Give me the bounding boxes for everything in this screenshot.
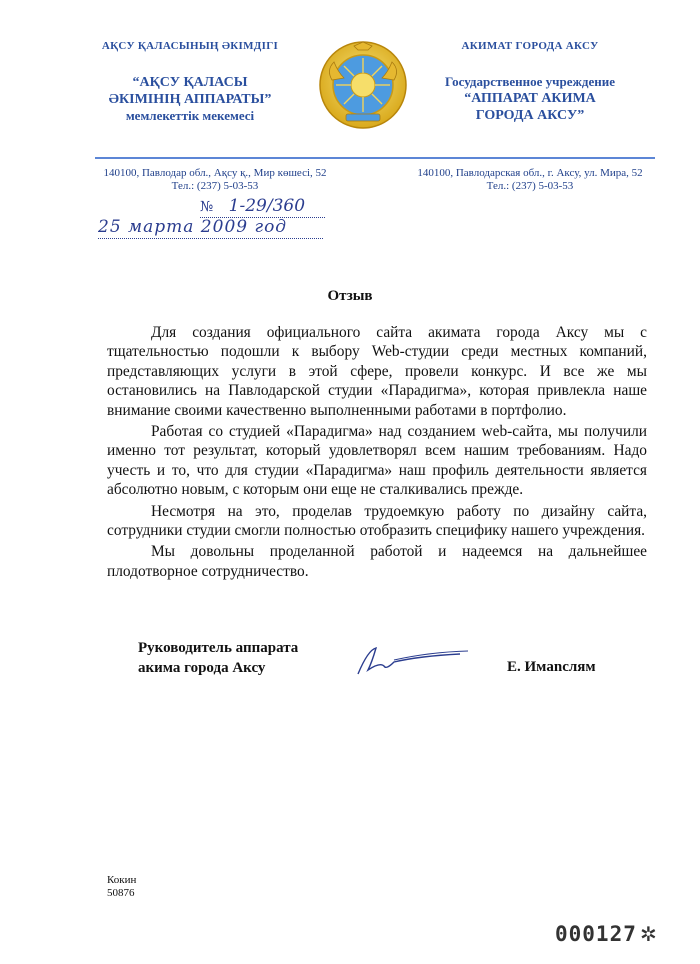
letter-body <box>107 323 647 583</box>
header-right-address <box>400 167 660 193</box>
registration-date: 25 марта 2009 год <box>98 217 288 237</box>
header-left-phone: Тел.: (237) 5-03-53 <box>171 180 259 192</box>
header-left-address <box>80 167 350 193</box>
executor-name: Кокин <box>107 874 137 886</box>
document-serial-number: 000127 <box>555 922 637 946</box>
signatory-position-line2: акима города Аксу <box>138 660 266 676</box>
paragraph-4: Мы довольны проделанной работой и надеемся на дальнейшее плодотворное сотрудничество. <box>107 543 647 580</box>
header-right-phone: Тел.: (237) 5-03-53 <box>486 180 574 192</box>
header-left-line1: АҚСУ ҚАЛАСЫНЫҢ ӘКІМДІГІ <box>101 40 279 52</box>
executor-phone: 50876 <box>107 887 135 899</box>
header-left-line2: “АҚСУ ҚАЛАСЫ <box>132 75 248 90</box>
signatory-position-line1: Руководитель аппарата <box>138 640 299 656</box>
paragraph-3: Несмотря на это, проделав трудоемкую работу по дизайну сайта, сотрудники студии смогли полностью отобразить специфику нашего учреждения. <box>107 502 647 540</box>
header-divider <box>95 157 655 159</box>
registration-number-prefix: № <box>200 199 214 215</box>
executor-info <box>107 874 136 900</box>
kazakhstan-state-emblem-icon <box>318 40 408 130</box>
header-left-address-line: 140100, Павлодар обл., Ақсу қ., Мир көшесі, 52 <box>103 167 327 179</box>
registration-number <box>200 196 305 216</box>
header-right-line1: АКИМАТ ГОРОДА АКСУ <box>461 40 599 52</box>
paragraph-2: Работая со студией «Парадигма» над созданием web-сайта, мы получили именно тот результат, который удовлетворял всем нашим требованиям. Надо учесть и то, что для студии «Парадигма» наш профиль деятельности является абсолютно новым, с которым они еще не сталкивались прежде. <box>107 423 647 499</box>
registration-number-value: 1-29/360 <box>228 196 306 216</box>
header-right <box>410 40 650 124</box>
handwritten-signature <box>350 640 480 680</box>
paragraph-1: Для создания официального сайта акимата города Аксу мы с тщательностью подошли к выбору Web-студии среди местных компаний, представляющих услуги в этой сфере, провели конкурс. И все же мы остановились на Павлодарской студии «Парадигма», которая привлекла наше внимание своими качественно выполненными работами в портфолио. <box>107 324 647 419</box>
header-left-line3: ӘКІМІНІҢ АППАРАТЫ” <box>108 92 272 107</box>
header-right-line3: “АППАРАТ АКИМА <box>464 91 596 106</box>
asterisk-icon: ✲ <box>640 924 657 946</box>
signatory-name: Е. Имanслям <box>507 659 596 675</box>
registration-date-underline <box>98 238 323 239</box>
signatory-position <box>138 638 298 678</box>
header-left <box>80 40 300 124</box>
header-right-line4: ГОРОДА АКСУ” <box>475 108 585 123</box>
header-right-address-line: 140100, Павлодарская обл., г. Аксу, ул. Мира, 52 <box>417 167 643 179</box>
document-title: Отзыв <box>327 288 373 304</box>
header-right-line2: Государственное учреждение <box>444 74 615 89</box>
header-left-line4: мемлекеттік мекемесі <box>125 108 255 123</box>
